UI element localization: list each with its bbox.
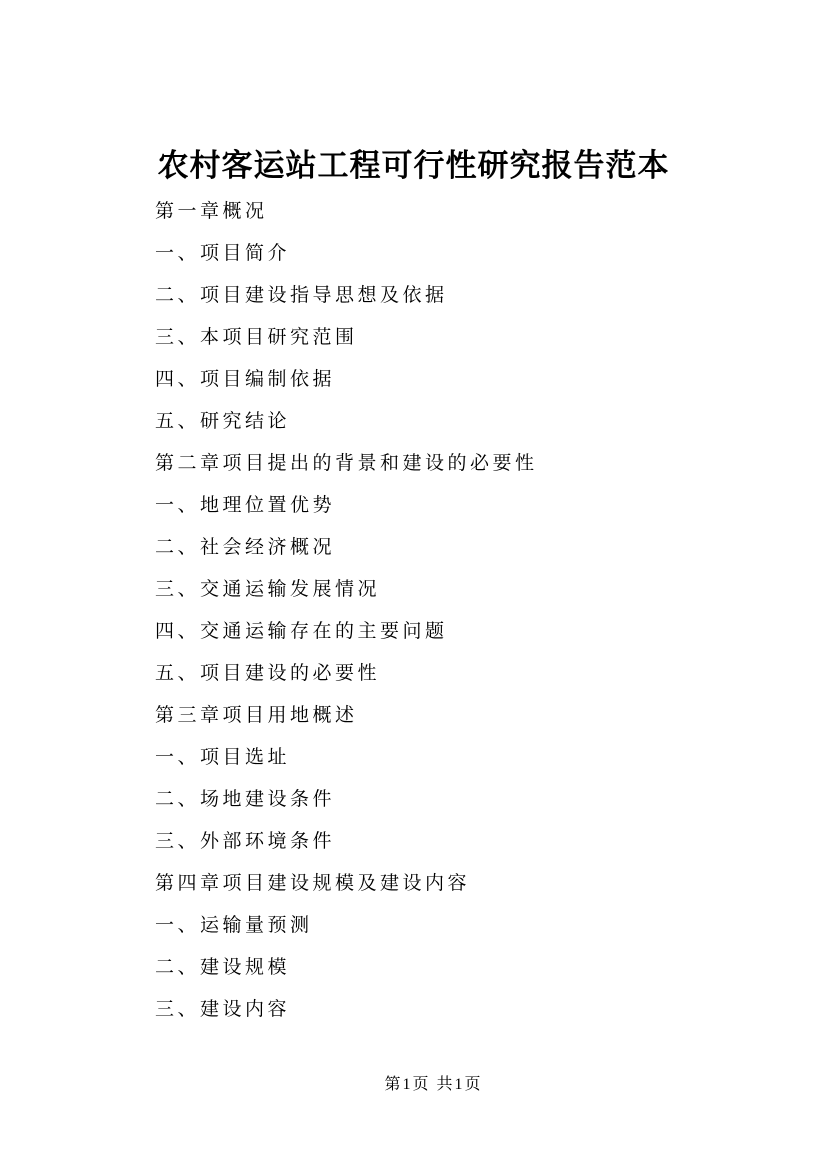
toc-line: 三、建设内容 xyxy=(155,999,291,1020)
toc-list xyxy=(155,191,767,1031)
toc-line: 三、交通运输发展情况 xyxy=(155,579,381,600)
toc-line-chapter-2: 第二章项目提出的背景和建设的必要性 xyxy=(155,453,538,474)
toc-line: 一、项目选址 xyxy=(155,747,291,768)
document-title: 农村客运站工程可行性研究报告范本 xyxy=(157,148,670,183)
toc-line: 二、社会经济概况 xyxy=(155,537,336,558)
page-indicator: 第1页 共1页 xyxy=(384,1076,483,1093)
toc-line: 二、场地建设条件 xyxy=(155,789,336,810)
toc-line: 一、运输量预测 xyxy=(155,915,313,936)
toc-line: 一、项目简介 xyxy=(155,243,291,264)
toc-line: 一、地理位置优势 xyxy=(155,495,336,516)
toc-line: 四、交通运输存在的主要问题 xyxy=(155,621,448,642)
toc-line: 二、建设规模 xyxy=(155,957,291,978)
toc-line: 五、项目建设的必要性 xyxy=(155,663,381,684)
toc-line: 二、项目建设指导思想及依据 xyxy=(155,285,448,306)
toc-line: 三、外部环境条件 xyxy=(155,831,336,852)
toc-line-chapter-1: 第一章概况 xyxy=(155,201,268,222)
page-footer xyxy=(0,1074,827,1096)
toc-line: 三、本项目研究范围 xyxy=(155,327,358,348)
toc-line: 五、研究结论 xyxy=(155,411,291,432)
toc-line: 四、项目编制依据 xyxy=(155,369,336,390)
toc-line-chapter-4: 第四章项目建设规模及建设内容 xyxy=(155,873,471,894)
toc-line-chapter-3: 第三章项目用地概述 xyxy=(155,705,358,726)
